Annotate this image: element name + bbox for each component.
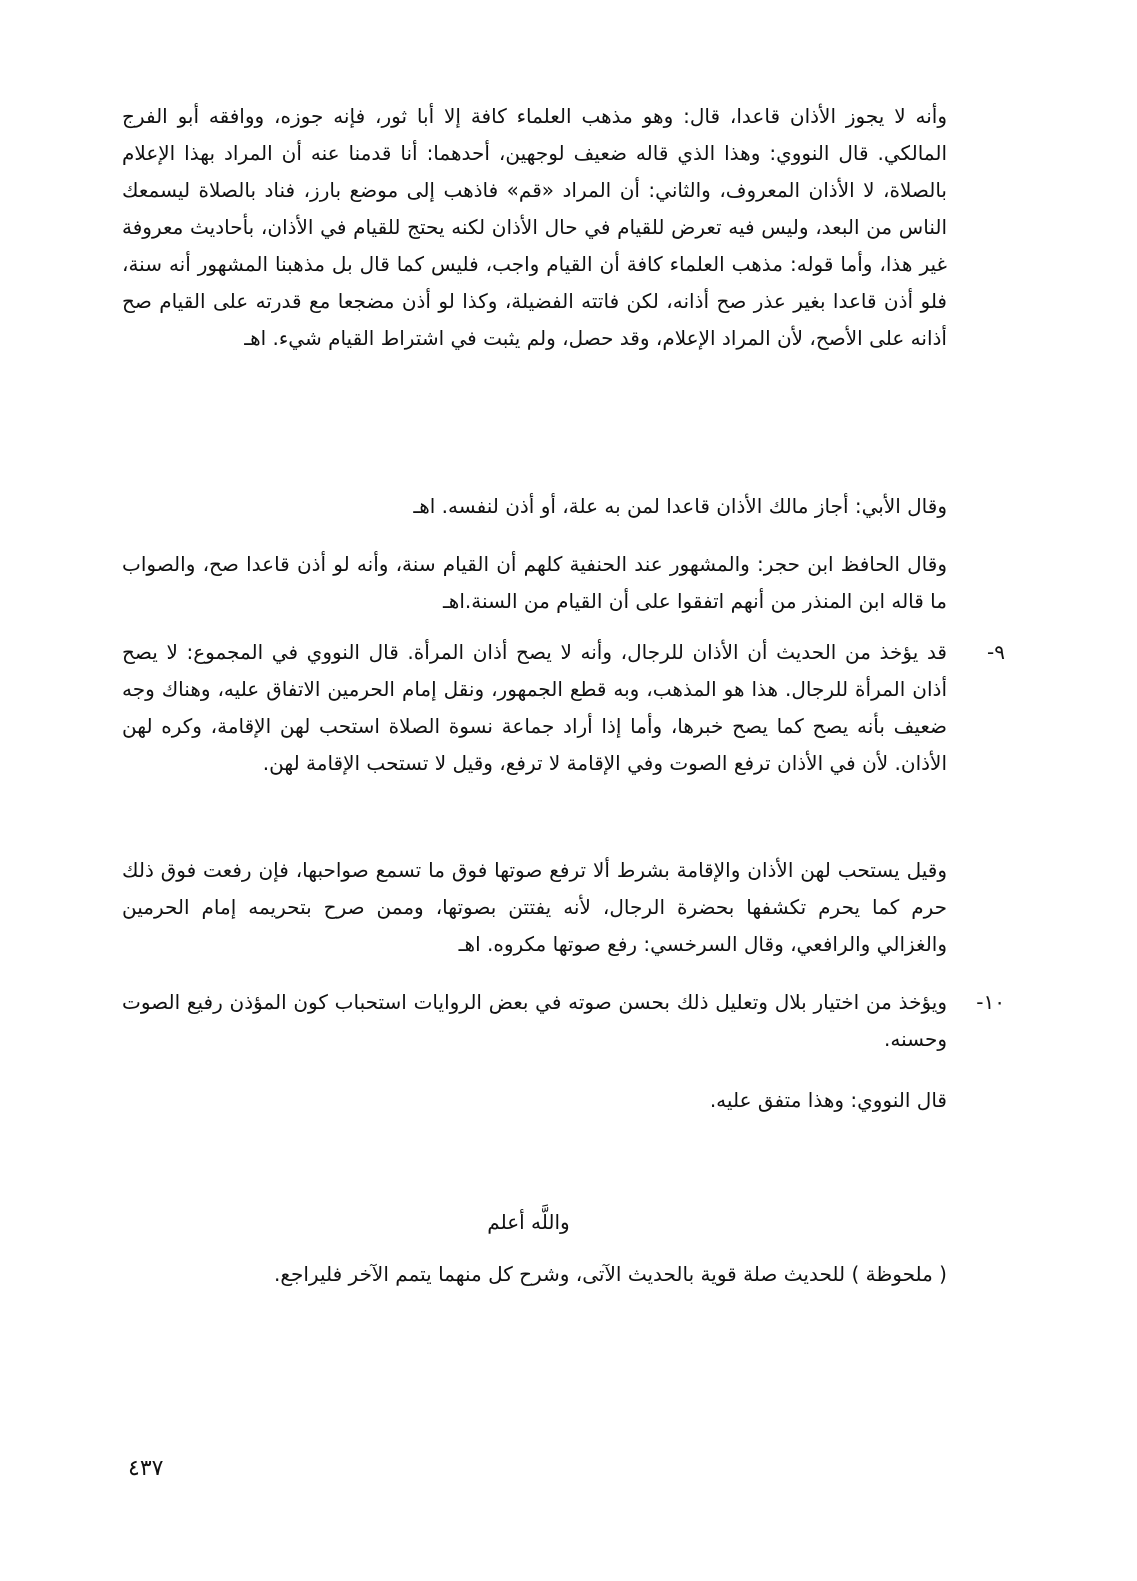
- paragraph-qiyam-in-adhan: وأنه لا يجوز الأذان قاعدا، قال: وهو مذهب العلماء كافة إلا أبا ثور، فإنه جوزه، ووافقه أبو الفرج المالكي. قال النووي: وهذا الذي قاله ضعيف لوجهين، أحدهما: أنا قدمنا عنه أن المراد بهذا الإعلام بالصلاة، لا الأذان المعروف، والثاني: أن المراد «قم» فاذهب إلى موضع بارز، فناد بالصلاة ليسمعك الناس من البعد، وليس فيه تعرض للقيام في حال الأذان لكنه يحتج للقيام في الأذان، بأحاديث معروفة غير هذا، وأما قوله: مذهب العلماء كافة أن القيام واجب، فليس كما قال بل مذهبنا المشهور أنه سنة، فلو أذن قاعدا بغير عذر صح أذانه، لكن فاتته الفضيلة، وكذا لو أذن مضجعا مع قدرته على القيام صح أذانه على الأصح، لأن المراد الإعلام، وقد حصل، ولم يثبت في اشتراط القيام شيء. اهـ: [122, 104, 947, 350]
- closing-text: واللَّه أعلم: [487, 1210, 570, 1234]
- closing-phrase: [0, 1210, 1137, 1234]
- page-number: ٤٣٧: [128, 1456, 164, 1481]
- numbered-point-10: [122, 984, 1005, 1058]
- paragraph-al-ubbi-quote: وقال الأبي: أجاز مالك الأذان قاعدا لمن به علة، أو أذن لنفسه. اهـ: [413, 494, 947, 518]
- paragraph-women-adhan-condition: وقيل يستحب لهن الأذان والإقامة بشرط ألا ترفع صوتها فوق ما تسمع صواحبها، فإن رفعت فوق ذلك حرم كما يحرم تكشفها بحضرة الرجال، لأنه يفتتن بصوتها، وممن صرح بتحريمه إمام الحرمين والغزالي والرافعي، وقال السرخسي: رفع صوتها مكروه. اهـ: [122, 858, 947, 956]
- numbered-point-9: [122, 634, 1005, 782]
- point-text: قد يؤخذ من الحديث أن الأذان للرجال، وأنه لا يصح أذان المرأة. قال النووي في المجموع: لا يصح أذان المرأة للرجال. هذا هو المذهب، وبه قطع الجمهور، ونقل إمام الحرمين الاتفاق عليه، وهناك وجه ضعيف بأنه يصح كما يصح خبرها، وأما إذا أراد جماعة نسوة الصلاة استحب لهن الإقامة، وكره لهن الأذان. لأن في الأذان ترفع الصوت وفي الإقامة لا ترفع، وقيل لا تستحب الإقامة لهن.: [122, 640, 947, 775]
- point-number: ١٠-: [976, 990, 1005, 1014]
- paragraph-nawawi-agreement: قال النووي: وهذا متفق عليه.: [709, 1088, 947, 1112]
- paragraph-ibn-hajar-quote: وقال الحافظ ابن حجر: والمشهور عند الحنفية كلهم أن القيام سنة، وأنه لو أذن قاعدا صح، والصواب ما قاله ابن المنذر من أنهم اتفقوا على أن القيام من السنة.اهـ: [122, 552, 947, 613]
- point-text: ويؤخذ من اختيار بلال وتعليل ذلك بحسن صوته في بعض الروايات استحباب كون المؤذن رفيع الصوت وحسنه.: [122, 990, 947, 1051]
- note-remark: ( ملحوظة ) للحديث صلة قوية بالحديث الآتى، وشرح كل منهما يتمم الآخر فليراجع.: [274, 1262, 947, 1286]
- point-number: ٩-: [987, 640, 1005, 664]
